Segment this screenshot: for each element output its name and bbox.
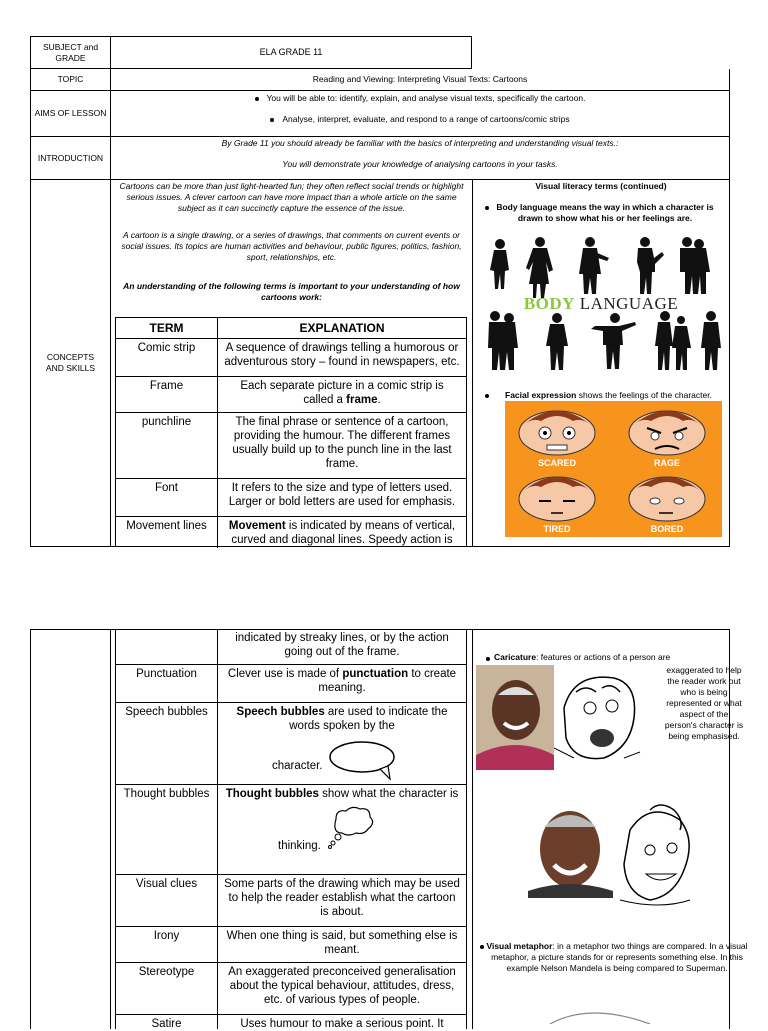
body-language-bullet: Body language means the way in which a character is drawn to show what his or her feelings are. xyxy=(485,202,725,224)
term-satire: Satire xyxy=(116,1015,218,1029)
concepts-para-3: An understanding of the following terms is important to your understanding of how cartoons work: xyxy=(123,281,460,302)
aims-value-cell xyxy=(110,91,730,137)
term-irony: Irony xyxy=(116,927,218,963)
expl-stereotype: An exaggerated preconceived generalisation about the typical behaviour, attitudes, dress, etc. of various types of people. xyxy=(218,963,466,1015)
term-punctuation: Punctuation xyxy=(116,665,218,703)
aims-item-2: Analyse, interpret, evaluate, and respond to a range of cartoons/comic strips xyxy=(111,114,729,125)
tutu-photo xyxy=(476,665,554,770)
visual-terms-cell xyxy=(472,180,730,547)
terms-table-continued xyxy=(115,629,467,1029)
facial-expression-image xyxy=(505,401,722,537)
expl-satire: Uses humour to make a serious point. It xyxy=(240,1018,444,1030)
term-movement-lines: Movement lines xyxy=(116,517,218,548)
aims-item-1: You will be able to: identify, explain, and analyse visual texts, specifically the cartoon. xyxy=(111,93,729,104)
face-label-tired: TIRED xyxy=(543,524,571,534)
concepts-label: CONCEPTS AND SKILLS xyxy=(45,352,96,373)
expl-speech-bubbles: Speech bubbles are used to indicate the words spoken by the character. xyxy=(218,703,466,785)
caricature-text-wrap: exaggerated to help the reader work out who is being represented or what aspect of the person's character is being emphasised. xyxy=(664,665,744,741)
term-speech-bubbles: Speech bubbles xyxy=(116,703,218,785)
caricature-text-top: Caricature: features or actions of a person are xyxy=(494,652,671,662)
speech-bubble-tail-text: character. xyxy=(272,760,323,772)
topic-label-cell xyxy=(30,69,110,91)
body-word: BODY xyxy=(523,294,575,313)
term-font: Font xyxy=(116,479,218,517)
subject-value-cell xyxy=(110,36,472,69)
body-language-caption xyxy=(473,294,729,314)
term-frame: Frame xyxy=(116,377,218,413)
intro-line-2: You will demonstrate your knowledge of analysing cartoons in your tasks. xyxy=(282,159,558,169)
face-rage xyxy=(629,411,705,455)
terms-header-expl: EXPLANATION xyxy=(218,318,466,339)
speech-bubble-icon xyxy=(328,739,398,781)
thought-bubble-icon xyxy=(328,805,378,849)
topic-value: Reading and Viewing: Interpreting Visual Texts: Cartoons xyxy=(312,74,528,84)
tutu-caricature xyxy=(554,668,644,771)
term-comic-strip: Comic strip xyxy=(116,339,218,377)
expl-movement-lines: Movement is indicated by means of vertical, curved and diagonal lines. Speedy action is xyxy=(228,520,456,546)
face-label-scared: SCARED xyxy=(537,458,576,468)
page2-label-cell xyxy=(30,629,110,1029)
expl-irony: When one thing is said, but something else is meant. xyxy=(218,927,466,963)
thought-bubble-tail-text: thinking. xyxy=(278,840,321,852)
aims-label-cell xyxy=(30,91,110,137)
concepts-label-cell xyxy=(30,180,110,547)
expl-visual-clues: Some parts of the drawing which may be used to help the reader establish what the cartoon is about. xyxy=(218,875,466,927)
expl-punctuation: Clever use is made of punctuation to create meaning. xyxy=(218,665,466,703)
facial-expression-bullet: Facial expression shows the feelings of the character. xyxy=(485,390,725,401)
intro-label: INTRODUCTION xyxy=(37,152,104,163)
subject-label: SUBJECT and GRADE xyxy=(42,41,99,63)
subject-label-cell xyxy=(30,36,110,69)
expl-punchline: The final phrase or sentence of a cartoon, providing the humour. The different frames usually build up to the punch line in the last frame. xyxy=(218,413,466,479)
expl-font: It refers to the size and type of letters used. Larger or bold letters are used for emphasis. xyxy=(218,479,466,517)
expl-comic-strip: A sequence of drawings telling a humorous or adventurous story – found in newspapers, etc. xyxy=(218,339,466,377)
concepts-para-1: Cartoons can be more than just light-hearted fun; they often reflect social trends or highlight serious issues. A clever cartoon can have more impact than a whole article on the same subject as it can succinctly capture the essence of the issue. xyxy=(119,181,464,213)
face-label-bored: BORED xyxy=(650,524,684,534)
face-tired xyxy=(519,477,595,521)
topic-label: TOPIC xyxy=(57,74,84,84)
term-thought-bubbles: Thought bubbles xyxy=(116,785,218,875)
mandela-caricature xyxy=(610,800,700,910)
visual-terms-title: Visual literacy terms (continued) xyxy=(535,181,667,191)
term-stereotype: Stereotype xyxy=(116,963,218,1015)
superman-cartoon-partial xyxy=(540,1006,660,1024)
term-punchline: punchline xyxy=(116,413,218,479)
concepts-para-2: A cartoon is a single drawing, or a series of drawings, that comments on current events or social issues. Its topics are human activities and behaviour, public figures, politics, fashion, sport, relationships, etc. xyxy=(121,230,462,262)
terms-table xyxy=(115,317,467,547)
term-continued-empty xyxy=(116,629,218,665)
subject-value: ELA GRADE 11 xyxy=(259,47,323,57)
expl-thought-bubbles: Thought bubbles show what the character is thinking. xyxy=(218,785,466,875)
expl-frame: Each separate picture in a comic strip is called a frame. xyxy=(218,377,466,413)
intro-label-cell xyxy=(30,137,110,180)
intro-value-cell xyxy=(110,137,730,180)
face-label-rage: RAGE xyxy=(653,458,680,468)
language-word: LANGUAGE xyxy=(579,294,679,313)
topic-value-cell xyxy=(110,69,730,91)
aims-label: AIMS OF LESSON xyxy=(34,108,107,118)
silhouette-figure xyxy=(490,239,509,289)
face-bored xyxy=(629,477,705,521)
term-visual-clues: Visual clues xyxy=(116,875,218,927)
terms-header-term: TERM xyxy=(116,318,218,339)
face-scared xyxy=(519,411,595,455)
mandela-photo xyxy=(528,803,613,898)
intro-line-1: By Grade 11 you should already be familiar with the basics of interpreting and understanding visual texts.: xyxy=(221,138,619,148)
expl-movement-continued: indicated by streaky lines, or by the action going out of the frame. xyxy=(218,629,466,665)
visual-metaphor-text: Visual metaphor: in a metaphor two things are compared. In a visual metaphor, a picture stands for or represents something else. In this example Nelson Mandela is being compared to Superman. xyxy=(476,941,750,974)
